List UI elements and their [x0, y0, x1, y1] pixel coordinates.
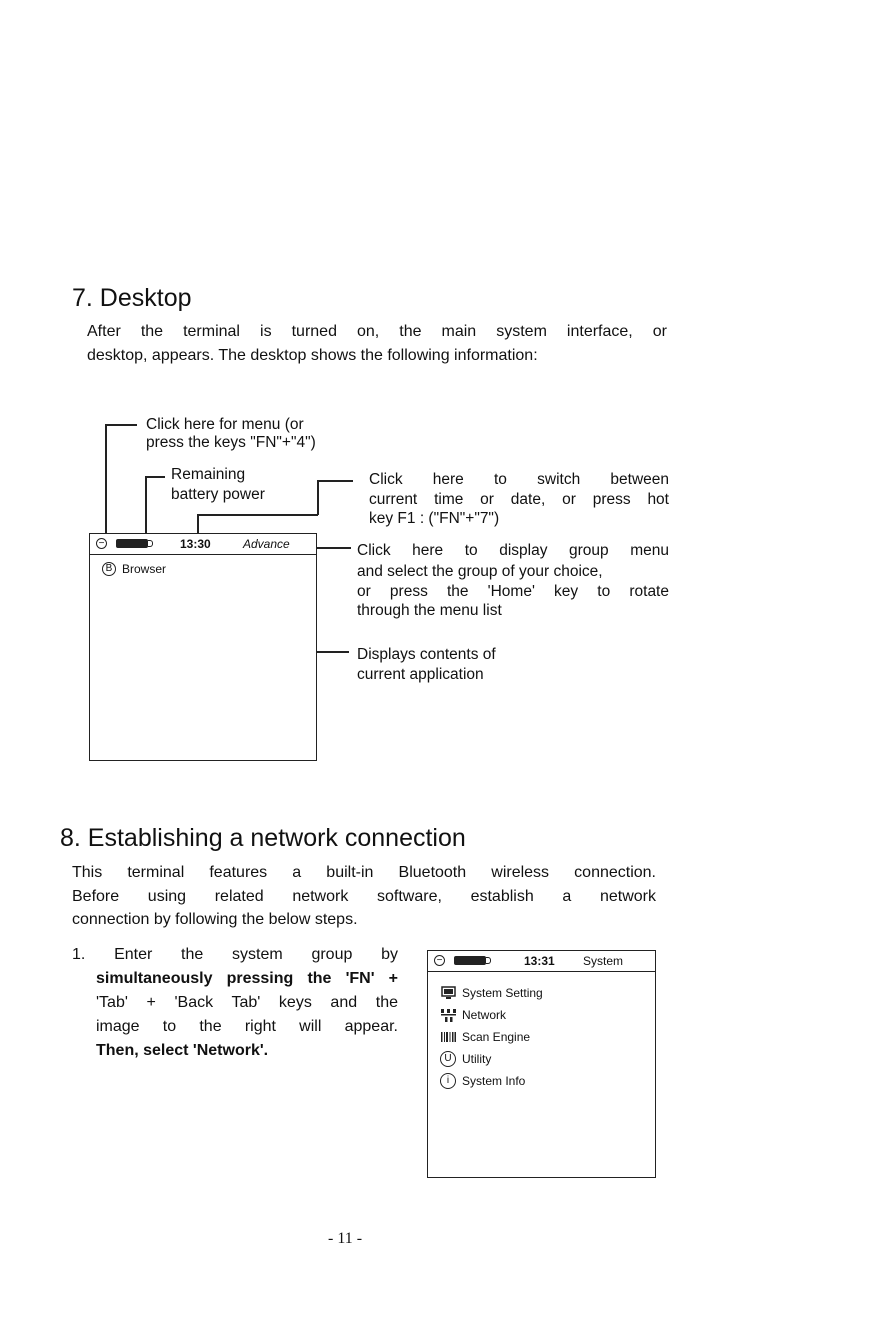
menu-item-utility[interactable] [440, 1051, 491, 1067]
menu-icon[interactable]: − [96, 538, 107, 549]
browser-item[interactable] [102, 562, 166, 576]
system-time[interactable]: 13:31 [524, 954, 555, 968]
callout-leader-menu-v [105, 424, 107, 534]
callout-contents-line2: current application [357, 666, 484, 683]
monitor-icon [440, 985, 456, 1001]
callout-leader-battery-h [145, 476, 165, 478]
callout-leader-switch-h [197, 514, 318, 516]
callout-group-line3: or press the 'Home' key to rotate [357, 583, 669, 600]
battery-icon [116, 539, 148, 548]
callout-switch-line3: key F1 : ("FN"+"7") [369, 510, 500, 527]
desktop-time[interactable]: 13:30 [180, 537, 211, 551]
callout-group-line1: Click here to display group menu [357, 542, 669, 559]
callout-leader-menu-h [105, 424, 137, 426]
callout-group-line2: and select the group of your choice, [357, 563, 603, 580]
callout-battery-line2: battery power [171, 486, 265, 503]
step1-line3: 'Tab' + 'Back Tab' keys and the [96, 994, 398, 1011]
callout-leader-switch-v2 [317, 480, 319, 515]
menu-item-label: Scan Engine [462, 1030, 531, 1044]
menu-item-network[interactable] [440, 1007, 506, 1023]
system-status-bar [428, 951, 655, 972]
callout-leader-switch-h2 [317, 480, 353, 482]
step1-line1: 1. Enter the system group by [72, 946, 398, 963]
section-7-heading: 7. Desktop [72, 284, 192, 312]
desktop-screen [89, 533, 317, 761]
info-icon: i [440, 1073, 456, 1089]
system-screen [427, 950, 656, 1178]
desktop-group-label[interactable]: Advance [243, 537, 290, 551]
section-8-intro-line3: connection by following the below steps. [72, 911, 358, 928]
callout-contents-line1: Displays contents of [357, 646, 496, 663]
section-7-intro-line1: After the terminal is turned on, the main system interface, or [87, 323, 667, 340]
step1-line4: image to the right will appear. [96, 1018, 398, 1035]
utility-icon: U [440, 1051, 456, 1067]
menu-item-label: Utility [462, 1052, 492, 1066]
callout-leader-switch-v1 [197, 514, 199, 534]
callout-battery-line1: Remaining [171, 466, 246, 483]
menu-item-label: System Info [462, 1074, 526, 1088]
menu-item-scan-engine[interactable] [440, 1029, 530, 1045]
menu-item-label: System Setting [462, 986, 543, 1000]
battery-icon [454, 956, 486, 965]
page-number: - 11 - [328, 1230, 363, 1247]
section-8-intro-line1: This terminal features a built-in Bluetooth wireless connection. [72, 864, 656, 881]
callout-menu-line1: Click here for menu (or [146, 416, 304, 433]
network-icon [440, 1007, 456, 1023]
step1-line2: simultaneously pressing the 'FN' + [96, 970, 398, 987]
callout-switch-line1: Click here to switch between [369, 471, 669, 488]
callout-leader-battery-v [145, 476, 147, 534]
browser-label: Browser [122, 562, 167, 576]
menu-item-label: Network [462, 1008, 507, 1022]
barcode-icon [440, 1029, 456, 1045]
system-group-label[interactable]: System [583, 954, 624, 968]
section-8-heading: 8. Establishing a network connection [60, 824, 466, 852]
callout-menu-line2: press the keys "FN"+"4") [146, 434, 316, 451]
step1-line5: Then, select 'Network'. [96, 1042, 269, 1059]
menu-item-system-info[interactable] [440, 1073, 525, 1089]
callout-switch-line2: current time or date, or press hot [369, 491, 669, 508]
menu-item-system-setting[interactable] [440, 985, 543, 1001]
menu-icon[interactable]: − [434, 955, 445, 966]
section-7-intro-line2: desktop, appears. The desktop shows the following information: [87, 347, 538, 364]
desktop-status-bar [90, 534, 316, 555]
callout-group-line4: through the menu list [357, 602, 502, 619]
section-8-intro-line2: Before using related network software, establish a network [72, 888, 656, 905]
browser-icon: B [102, 562, 116, 576]
